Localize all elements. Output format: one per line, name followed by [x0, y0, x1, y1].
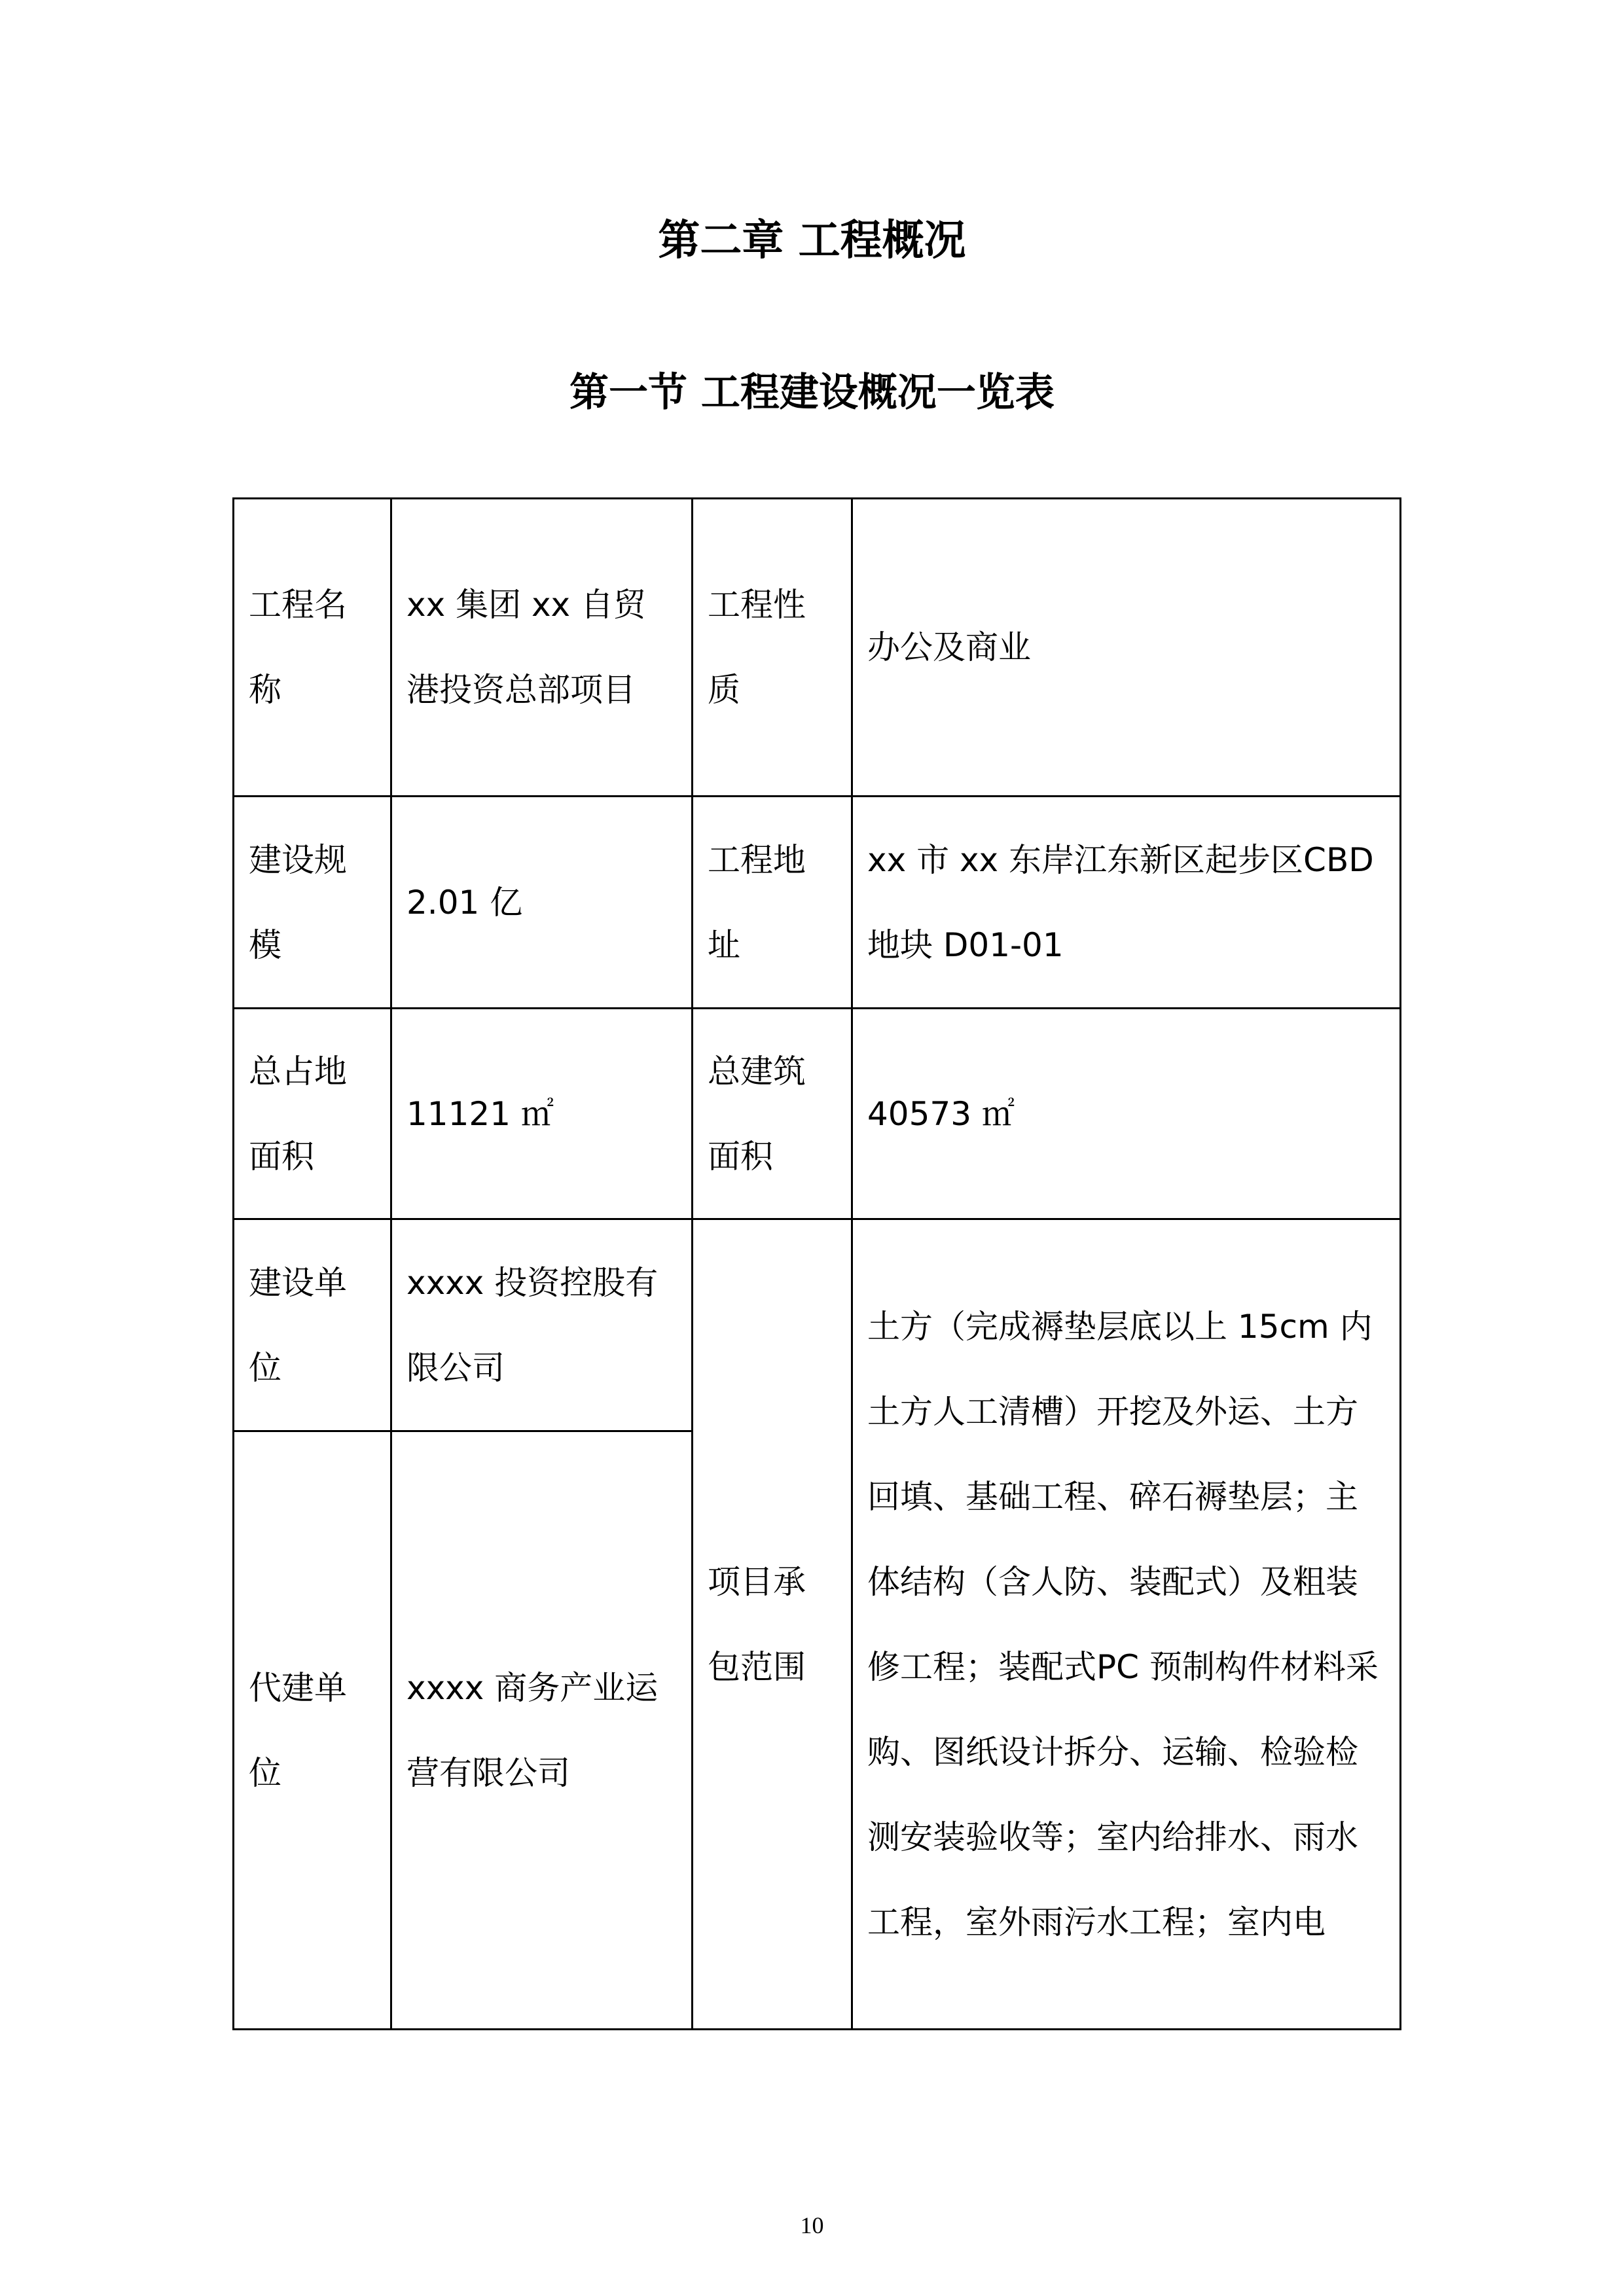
table-row	[234, 499, 1401, 797]
scale-label: 建设规模	[234, 797, 391, 1009]
chapter-title: 第二章 工程概况	[658, 217, 966, 265]
scope-label: 项目承包范围	[693, 1219, 852, 2030]
building-area-label: 总建筑面积	[693, 1009, 852, 1219]
agent-value: xxxx 商务产业运营有限公司	[391, 1431, 693, 2030]
table-row	[234, 1009, 1401, 1219]
section-title: 第一节 工程建设概况一览表	[569, 370, 1055, 416]
table-row	[234, 1219, 1401, 1431]
project-nature-value: 办公及商业	[852, 499, 1401, 797]
scale-value: 2.01 亿	[391, 797, 693, 1009]
scope-value: 土方（完成褥垫层底以上 15cm 内土方人工清槽）开挖及外运、土方回填、基础工程、碎石褥垫层；主体结构（含人防、装配式）及粗装修工程；装配式PC 预制构件材料采购、图纸设计拆分、运输、检验检测安装验收等；室内给排水、雨水工程，室外雨污水工程；室内电	[852, 1219, 1401, 2030]
land-area-value: 11121 ㎡	[391, 1009, 693, 1219]
project-overview-table	[232, 497, 1401, 2030]
owner-label: 建设单位	[234, 1219, 391, 1431]
project-name-value: xx 集团 xx 自贸港投资总部项目	[391, 499, 693, 797]
owner-value: xxxx 投资控股有限公司	[391, 1219, 693, 1431]
land-area-label: 总占地面积	[234, 1009, 391, 1219]
address-value: xx 市 xx 东岸江东新区起步区CBD 地块 D01-01	[852, 797, 1401, 1009]
project-name-label: 工程名称	[234, 499, 391, 797]
address-label: 工程地址	[693, 797, 852, 1009]
project-nature-label: 工程性质	[693, 499, 852, 797]
building-area-value: 40573 ㎡	[852, 1009, 1401, 1219]
page-number: 10	[800, 2212, 824, 2238]
agent-label: 代建单位	[234, 1431, 391, 2030]
table-row	[234, 797, 1401, 1009]
